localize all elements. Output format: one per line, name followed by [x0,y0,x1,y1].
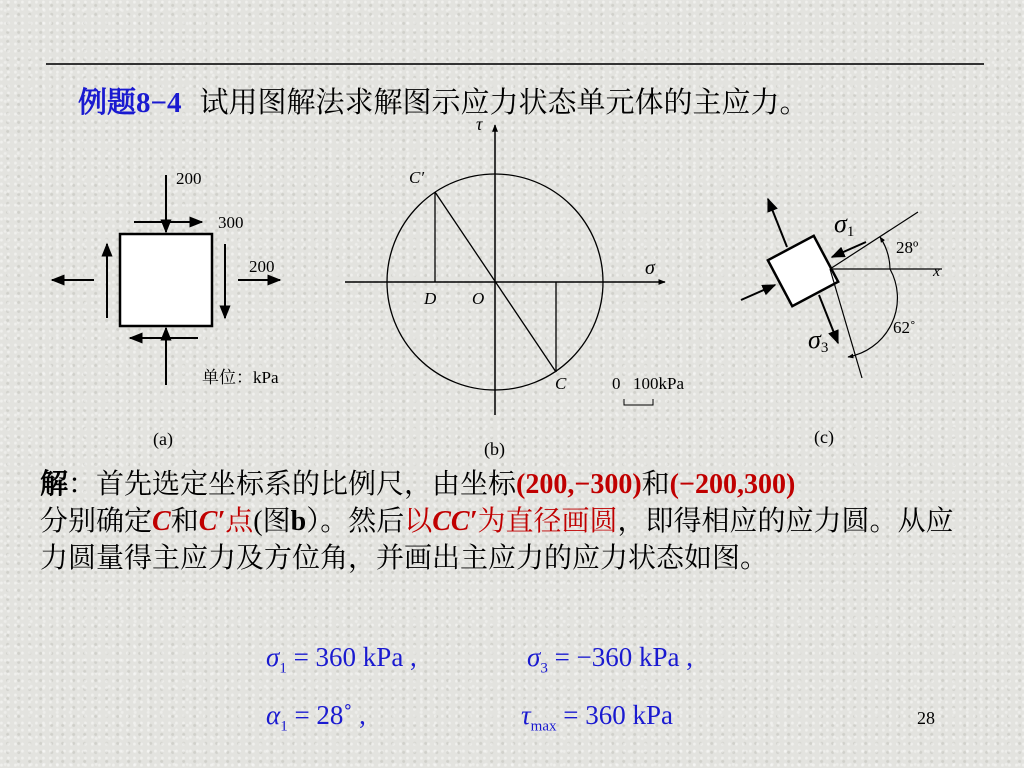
solution-and2: 和 [170,506,199,537]
formula-sigma3: $\sigma_3 = -360$ kPa , [527,642,694,677]
coord-1: (200,−300) [516,469,642,500]
example-label: 例题8−4 [78,87,182,119]
fig-b-caption: (b) [484,439,505,459]
solution-t2: 分别确定 [40,506,153,537]
sigma3-label: σ3 [808,325,829,356]
fig-a-unit: 单位：kPa [202,368,279,387]
cc-ref: CC′ [432,506,478,537]
solution-label: 解 [40,469,69,500]
angle-arc-28 [880,237,890,269]
x-axis-label: x [933,263,941,280]
sigma1-arrow-bottom [819,295,838,343]
point-cprime-ref: C′ [198,506,226,537]
formula-taumax: $\tau_{max} = 360$ kPa [521,700,673,735]
solution-yi: 以 [404,506,433,537]
scale-bar [624,399,653,405]
page-number: 28 [917,708,935,728]
formula-alpha1: $\alpha_1$ = 28˚ , [266,700,366,735]
fig-b-ref: b [290,506,307,537]
fig-a-label-300: 300 [218,213,244,232]
diameter-phrase: 为直径画圆 [477,506,618,537]
solution-t4: ，即得相应的应力圆。从应力圆量得主应力及方位角，并画出主应力的应力状态如图。 [40,506,954,574]
solution-text [40,466,980,577]
sigma-label: σ [645,257,655,279]
figure-a-element [52,175,280,385]
angle-arc-62 [848,269,897,357]
scale-zero: 0 [612,374,621,393]
fig-a-label-200-top: 200 [176,169,202,188]
fig-c-caption: (c) [814,427,834,447]
point-c-prime: C′ [409,168,425,187]
fig-a-label-200-right: 200 [249,257,275,276]
sigma3-arrow-left [741,285,775,300]
sigma1-label: σ1 [834,209,855,240]
figure-b-mohr [345,125,665,415]
element-square [120,234,212,326]
coord-2: (−200,300) [669,469,796,500]
point-c-ref: C [152,506,171,537]
sigma1-arrow-top [768,199,787,247]
solution-t1: 首先选定坐标系的比例尺，由坐标 [96,469,517,500]
title-text: 试用图解法求解图示应力状态单元体的主应力。 [199,87,809,119]
fig-a-caption: (a) [153,429,173,449]
principal-element [768,236,838,306]
point-c: C [555,374,567,393]
tau-label: τ [476,114,483,134]
angle-28-label: 28º [896,238,919,257]
point-word: 点 [225,506,254,537]
angle-62-label: 62˚ [893,318,916,337]
point-d: D [424,289,437,308]
point-o: O [472,289,485,308]
scale-label: 100kPa [633,374,684,393]
solution-paren: (图 [253,506,291,537]
formula-sigma1: $\sigma_1 = 360$ kPa , [266,642,417,677]
solution-colon: ： [68,469,97,500]
sigma3-direction-line [830,269,862,378]
solution-and1: 和 [641,469,670,500]
solution-t3: ）。然后 [306,506,405,537]
